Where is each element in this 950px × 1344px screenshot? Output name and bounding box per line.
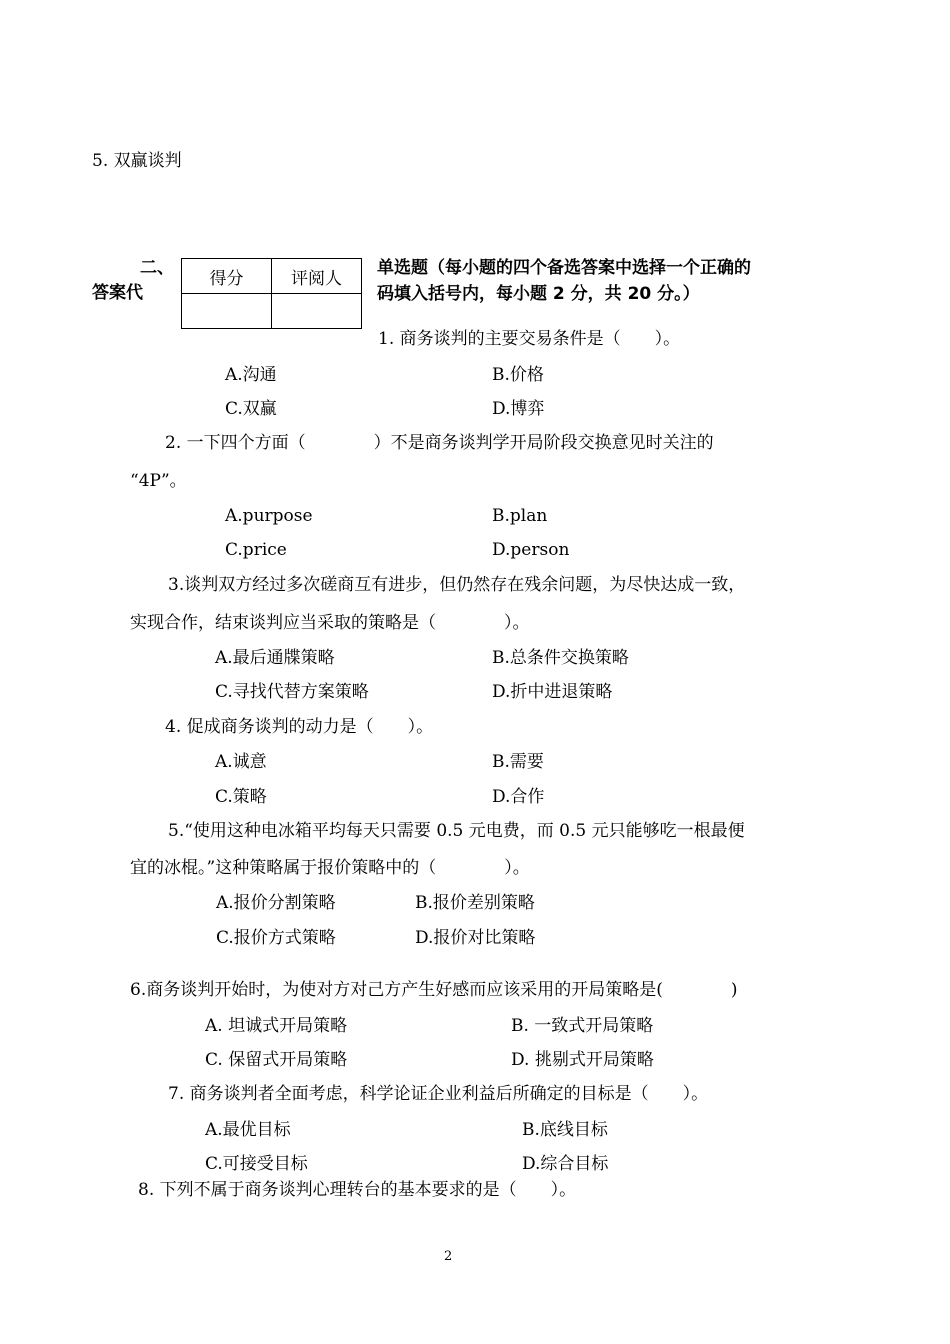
- q3-option-d: D.折中进退策略: [492, 682, 613, 702]
- q7-stem: 7. 商务谈判者全面考虑，科学论证企业利益后所确定的目标是（ ）。: [168, 1084, 709, 1104]
- q2-stem-line2: “4P”。: [130, 471, 187, 491]
- q4-option-a: A.诚意: [215, 752, 267, 772]
- item-5: 5. 双赢谈判: [92, 151, 182, 171]
- section-number: 二、: [140, 258, 174, 278]
- q1-option-d: D.博弈: [492, 399, 545, 419]
- q3-stem-line1: 3.谈判双方经过多次磋商互有进步，但仍然存在残余问题，为尽快达成一致，: [168, 575, 746, 595]
- section-title-line1: 单选题（每小题的四个备选答案中选择一个正确的: [377, 258, 751, 278]
- q5-option-c: C.报价方式策略: [216, 928, 336, 948]
- q6-stem: 6.商务谈判开始时，为使对方对己方产生好感而应该采用的开局策略是( ): [130, 980, 738, 1000]
- q4-option-c: C.策略: [215, 787, 267, 807]
- q6-option-d: D. 挑剔式开局策略: [511, 1050, 654, 1070]
- q4-stem: 4. 促成商务谈判的动力是（ ）。: [165, 717, 434, 737]
- q5-stem-line1: 5.“使用这种电冰箱平均每天只需要 0.5 元电费，而 0.5 元只能够吃一根最便: [168, 821, 745, 841]
- q5-stem-line2: 宜的冰棍。”这种策略属于报价策略中的（ ）。: [130, 858, 530, 878]
- q3-option-c: C.寻找代替方案策略: [215, 682, 369, 702]
- section-side-label: 答案代: [92, 283, 143, 303]
- q2-option-b: B.plan: [492, 506, 548, 526]
- q1-option-c: C.双赢: [225, 399, 277, 419]
- page-number: 2: [444, 1249, 453, 1264]
- q1-option-a: A.沟通: [225, 365, 277, 385]
- q2-option-a: A.purpose: [225, 506, 313, 526]
- q4-option-d: D.合作: [492, 787, 545, 807]
- reviewer-cell: [272, 294, 362, 329]
- q5-option-a: A.报价分割策略: [216, 893, 336, 913]
- q4-option-b: B.需要: [492, 752, 544, 772]
- q1-stem: 1. 商务谈判的主要交易条件是（ ）。: [378, 329, 681, 349]
- q7-option-c: C.可接受目标: [205, 1154, 308, 1174]
- q6-option-b: B. 一致式开局策略: [511, 1016, 654, 1036]
- q8-stem: 8. 下列不属于商务谈判心理转台的基本要求的是（ ）。: [138, 1180, 577, 1200]
- section-title-line2: 码填入括号内，每小题 2 分，共 20 分。）: [377, 284, 700, 304]
- q3-stem-line2: 实现合作，结束谈判应当采取的策略是（ ）。: [130, 613, 530, 633]
- q7-option-a: A.最优目标: [205, 1120, 291, 1140]
- score-header: 得分: [182, 259, 272, 294]
- q2-stem-line1: 2. 一下四个方面（ ）不是商务谈判学开局阶段交换意见时关注的: [165, 433, 714, 453]
- q6-option-c: C. 保留式开局策略: [205, 1050, 348, 1070]
- q7-option-b: B.底线目标: [522, 1120, 608, 1140]
- q3-option-b: B.总条件交换策略: [492, 648, 629, 668]
- q2-option-c: C.price: [225, 540, 287, 560]
- score-cell: [182, 294, 272, 329]
- q1-option-b: B.价格: [492, 365, 544, 385]
- score-table: [181, 258, 362, 329]
- q3-option-a: A.最后通牒策略: [215, 648, 335, 668]
- q5-option-d: D.报价对比策略: [415, 928, 536, 948]
- q2-option-d: D.person: [492, 540, 570, 560]
- q7-option-d: D.综合目标: [522, 1154, 609, 1174]
- reviewer-header: 评阅人: [272, 259, 362, 294]
- q5-option-b: B.报价差别策略: [415, 893, 535, 913]
- q6-option-a: A. 坦诚式开局策略: [205, 1016, 348, 1036]
